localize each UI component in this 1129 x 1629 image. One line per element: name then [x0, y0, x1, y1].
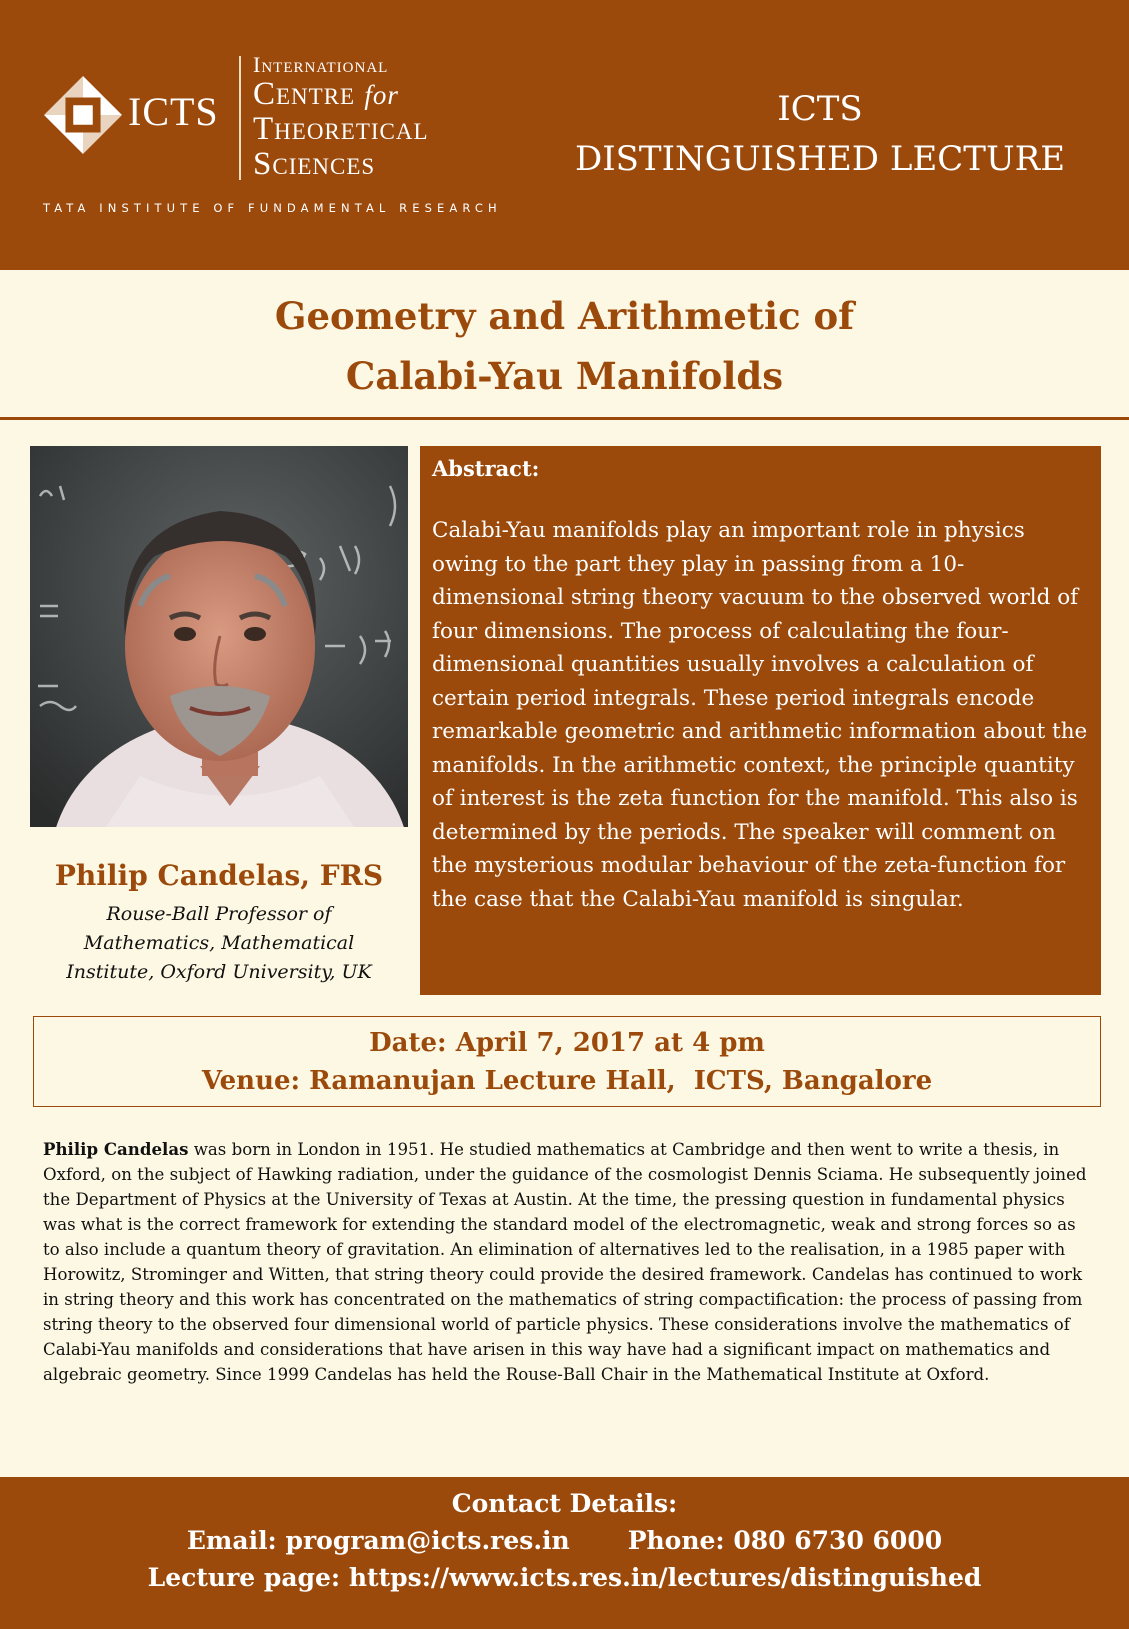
- title-line-1: Geometry and Arithmetic of: [274, 294, 855, 338]
- lecture-page-link[interactable]: Lecture page: https://www.icts.res.in/lectures/distinguished: [147, 1563, 982, 1592]
- event-date: Date: April 7, 2017 at 4 pm: [369, 1028, 765, 1058]
- talk-title: [0, 286, 1129, 406]
- speaker-affiliation: [30, 900, 408, 987]
- title-divider: [0, 417, 1129, 420]
- contact-email[interactable]: Email: program@icts.res.in: [186, 1526, 570, 1555]
- affiliation-line-3: Institute, Oxford University, UK: [66, 961, 372, 983]
- contact-heading: Contact Details:: [451, 1489, 678, 1518]
- centre-word: Centre: [253, 76, 356, 112]
- bio-text: was born in London in 1951. He studied mathematics at Cambridge and then went to write a thesis, in Oxford, on the subject of Hawking radiation, under the guidance of the cosmologist Dennis Sciama. He subsequently joined the Department of Physics at the University of Texas at Austin. At the time, the pressing question in fundamental physics was what is the correct framework for extending the standard model of the electromagnetic, weak and strong forces so as to also include a quantum theory of gravitation. An elimination of alternatives led to the realisation, in a 1985 paper with Horowitz, Strominger and Witten, that string theory could provide the desired framework. Candelas has continued to work in string theory and this work has concentrated on the mathematics of string compactification: the process of passing from string theory to the observed four dimensional world of particle physics. These considerations involve the mathematics of Calabi-Yau manifolds and considerations that have arisen in this way have had a significant impact on mathematics and algebraic geometry. Since 1999 Candelas has held the Rouse-Ball Chair in the Mathematical Institute at Oxford.: [43, 1140, 1087, 1384]
- series-line-2: DISTINGUISHED LECTURE: [574, 139, 1066, 179]
- logo-wordmark: ICTS: [128, 89, 219, 134]
- icts-logo-icon: [44, 76, 122, 154]
- speaker-bio: [43, 1137, 1093, 1387]
- bio-name: Philip Candelas: [43, 1139, 189, 1159]
- speaker-photo: [30, 446, 408, 827]
- event-venue: Venue: Ramanujan Lecture Hall, ICTS, Bangalore: [201, 1066, 933, 1096]
- abstract-box: [420, 446, 1101, 995]
- centre-line-2: [253, 78, 429, 111]
- title-line-2: Calabi-Yau Manifolds: [345, 354, 784, 398]
- speaker-name: Philip Candelas, FRS: [54, 859, 384, 892]
- contact-line: [0, 1522, 1129, 1559]
- centre-name: [253, 54, 429, 181]
- affiliation-line-2: Mathematics, Mathematical: [83, 932, 355, 954]
- contact-phone[interactable]: Phone: 080 6730 6000: [627, 1526, 943, 1555]
- centre-for: for: [364, 80, 399, 110]
- logo-divider: [239, 56, 241, 180]
- centre-line-4: Sciences: [253, 146, 376, 182]
- abstract-heading: Abstract:: [432, 456, 540, 481]
- institute-name: TATA INSTITUTE OF FUNDAMENTAL RESEARCH: [43, 201, 502, 215]
- lecture-series: [540, 84, 1100, 184]
- centre-line-3: Theoretical: [253, 111, 429, 147]
- event-details: [33, 1016, 1101, 1107]
- series-line-1: ICTS: [777, 89, 863, 129]
- contact-footer: [0, 1477, 1129, 1629]
- header-banner: [0, 0, 1129, 270]
- centre-line-1: International: [253, 52, 389, 77]
- speaker-info: [30, 856, 408, 987]
- abstract-text: Calabi-Yau manifolds play an important role in physics owing to the part they play in passing from a 10-dimensional string theory vacuum to the observed world of four dimensions. The process of calculating the four-dimensional quantities usually involves a calculation of certain period integrals. These period integrals encode remarkable geometric and arithmetic information about the manifolds. In the arithmetic context, the principle quantity of interest is the zeta function for the manifold. This also is determined by the periods. The speaker will comment on the mysterious modular behaviour of the zeta-function for the case that the Calabi-Yau manifold is singular.: [432, 518, 1088, 912]
- affiliation-line-1: Rouse-Ball Professor of: [106, 903, 332, 925]
